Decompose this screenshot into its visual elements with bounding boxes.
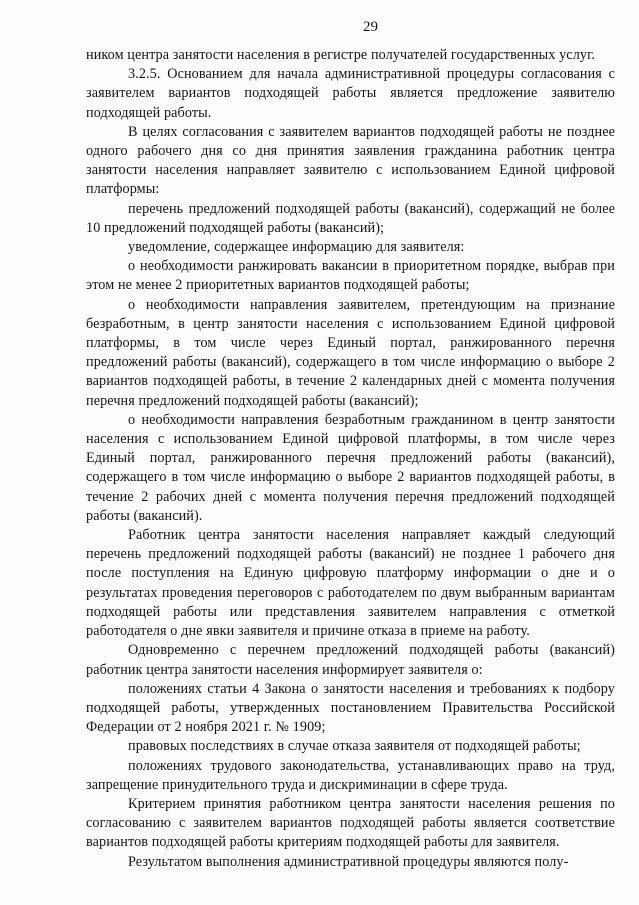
paragraph: Результатом выполнения административной процедуры являются полу- — [128, 853, 569, 870]
paragraph: ником центра занятости населения в регистре получателей государственных услуг. — [86, 47, 596, 63]
paragraph: В целях согласования с заявителем вариантов подходящей работы не позднее одного рабочего дня со дня принятия заявления гражданина работник центра занятости населения направляет заявителю с использованием Единой цифровой платформы: — [86, 123, 615, 198]
paragraph: положениях трудового законодательства, устанавливающих право на труд, запрещение принудительного труда и дискриминации в сфере труда. — [86, 757, 615, 793]
paragraph: Критерием принятия работником центра занятости населения решения по согласованию с заявителем вариантов подходящей работы является соответствие вариантов подходящей работы критериям подходящей работы для заявителя. — [86, 795, 615, 851]
paragraph: о необходимости ранжировать вакансии в приоритетном порядке, выбрав при этом не менее 2 приоритетных вариантов подходящей работы; — [86, 258, 615, 294]
paragraph: правовых последствиях в случае отказа заявителя от подходящей работы; — [128, 738, 581, 755]
paragraph: уведомление, содержащее информацию для заявителя: — [128, 239, 465, 256]
paragraph: о необходимости направления безработным гражданином в центр занятости населения с использованием Единой цифровой платформы, в том числе через Единый портал, ранжированного перечня предложений работы (вакансий), содержащего в том числе информацию о выборе 2 вариантов подходящей работы, в течение 2 рабочих дней с момента получения перечня предложений подходящей работы (вакансий). — [86, 411, 615, 524]
body-text — [86, 46, 615, 872]
paragraph: положениях статьи 4 Закона о занятости населения и требованиях к подбору подходящей работы, утвержденных постановлением Правительства Российской Федерации от 2 ноября 2021 г. № 1909; — [86, 680, 615, 736]
paragraph: о необходимости направления заявителем, претендующим на признание безработным, в центр занятости населения с использованием Единой цифровой платформы, в том числе через Единый портал, ранжированного перечня предложений работы (вакансий), содержащего в том числе информацию о выборе 2 вариантов подходящей работы, в течение 2 календарных дней с момента получения перечня предложений подходящей работы (вакансий); — [86, 296, 615, 409]
paragraph: 3.2.5. Основанием для начала административной процедуры согласования с заявителем вариантов подходящей работы является предложение заявителю подходящей работы. — [86, 66, 615, 121]
page-number: 29 — [363, 19, 378, 35]
paragraph: перечень предложений подходящей работы (вакансий), содержащий не более 10 предложений подходящей работы (вакансий); — [86, 200, 615, 236]
paragraph: Одновременно с перечнем предложений подходящей работы (вакансий) работник центра занятости населения информирует заявителя о: — [86, 642, 615, 678]
paragraph: Работник центра занятости населения направляет каждый следующий перечень предложений подходящей работы (вакансий) не позднее 1 рабочего дня после поступления на Единую цифровую платформу информации о дне и о результатах проведения переговоров с работодателем по двум выбранным вариантам подходящей работы или представления заявителем направления с отметкой работодателя о дне явки заявителя и причине отказа в приеме на работу. — [86, 527, 615, 640]
